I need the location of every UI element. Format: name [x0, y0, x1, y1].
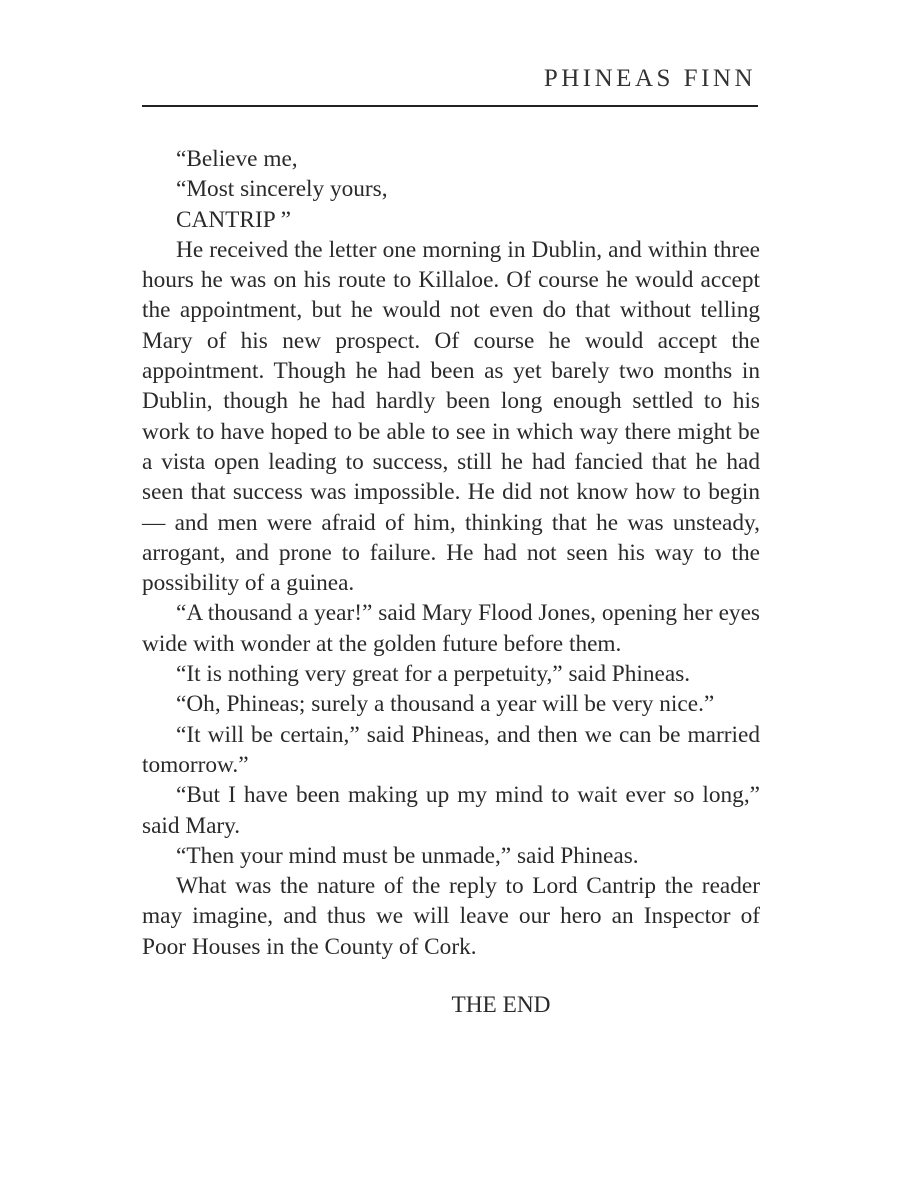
- running-head: PHINEAS FINN: [543, 65, 756, 92]
- letter-closing-line: “Most sincerely yours,: [176, 176, 388, 203]
- the-end-heading: THE END: [451, 992, 551, 1018]
- letter-closing-line: “Believe me,: [176, 146, 298, 172]
- paragraph: “It is nothing very great for a perpetuity,” said Phineas.: [176, 661, 691, 688]
- paragraph: “Oh, Phineas; surely a thousand a year will be very nice.”: [176, 691, 715, 718]
- paragraph: He received the letter one morning in Dublin, and within three hours he was on his route to Killaloe. Of course he would accept the appointment, but he would not even do that without telling Mary of his new prospect. Of course he would accept the appointment. Though he had been as yet barely two months in Dublin, though he had hardly been long enough settled to his work to have hoped to be able to see in which way there might be a vista open leading to success, still he had fancied that he had seen that success was impossible. He did not know how to begin — and men were afraid of him, thinking that he was unsteady, arrogant, and prone to failure. He had not seen his way to the possibility of a guinea.: [142, 236, 760, 597]
- paragraph: “Then your mind must be unmade,” said Phineas.: [176, 842, 639, 869]
- body-text: [142, 144, 760, 962]
- paragraph: “A thousand a year!” said Mary Flood Jones, opening her eyes wide with wonder at the golden future before them.: [142, 600, 760, 657]
- paragraph: “But I have been making up my mind to wait ever so long,” said Mary.: [142, 782, 760, 839]
- paragraph: What was the nature of the reply to Lord Cantrip the reader may imagine, and thus we will leave our hero an Inspector of Poor Houses in the County of Cork.: [142, 873, 760, 960]
- letter-signature: CANTRIP ”: [176, 206, 291, 233]
- header-rule: [142, 105, 758, 107]
- paragraph: “It will be certain,” said Phineas, and then we can be married tomorrow.”: [142, 721, 760, 778]
